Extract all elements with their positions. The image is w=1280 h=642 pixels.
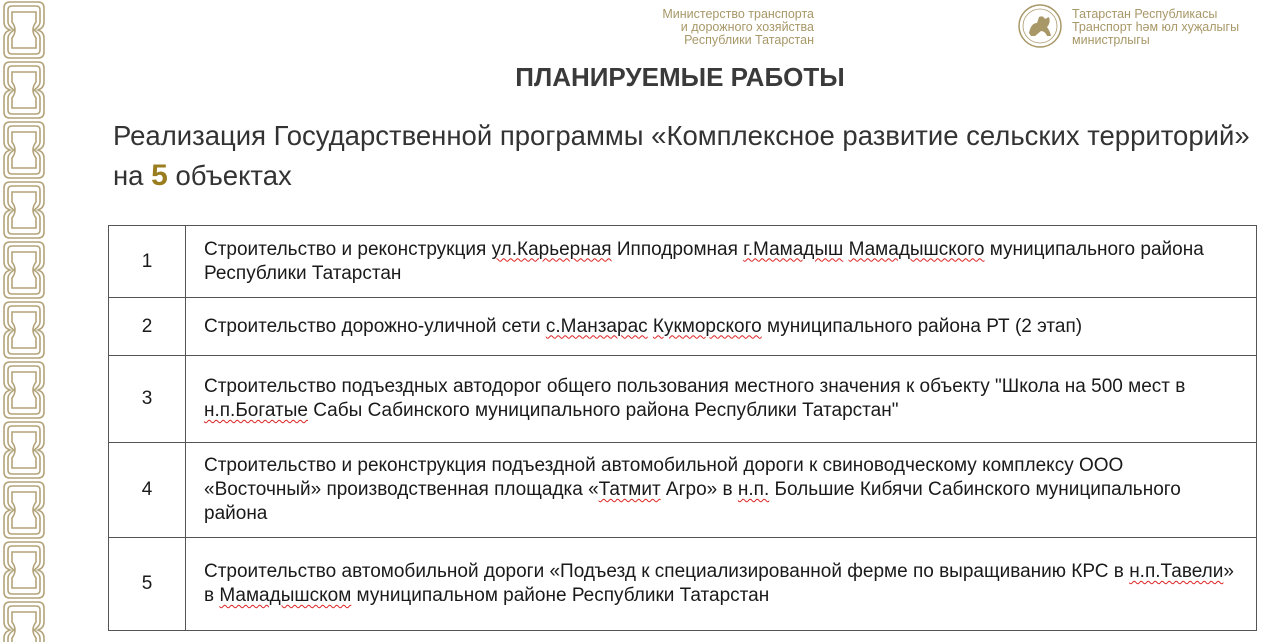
spellcheck-word: Татмит [598,479,661,500]
text-segment: муниципального района РТ (2 этап) [761,315,1083,337]
spellcheck-word: г.Мамадыш [743,238,844,260]
ministry-tt-line: Татарстан Республикасы [1072,7,1218,21]
ministry-tt-line: Транспорт һәм юл хуҗалыгы [1072,20,1240,34]
ministry-ru-line: Республики Татарстан [684,33,814,47]
spellcheck-word: н.п. [737,479,770,500]
text-segment: муниципального района Республики Татарстан [204,238,1204,284]
ministry-tt-line: министрлыгы [1072,33,1150,47]
text-segment: Сабы Сабинского муниципального района Республики Татарстан" [307,400,899,421]
table-row [109,356,1257,443]
page-title: ПЛАНИРУЕМЫЕ РАБОТЫ [515,62,845,92]
spellcheck-word: н.п.Тавели [1129,561,1224,582]
text-segment: Агро» в [660,479,738,500]
spellcheck-word: Кукморского [652,315,762,337]
ministry-ru-line: Министерство транспорта [662,7,814,21]
row-description [186,356,1257,443]
ministry-name-ru [594,8,814,47]
text-segment: Строительство подъездных автодорог общего пользования местного значения к объекту "Школа на 500 мест в [204,376,1186,397]
ministry-ru-line: и дорожного хозяйства [680,20,814,34]
row-description [186,226,1257,298]
works-table [108,225,1257,631]
spellcheck-word: ул.Карьерная [491,238,612,260]
row-number: 5 [109,538,186,631]
coat-of-arms-logo [1017,3,1063,49]
object-count: 5 [151,159,168,192]
table-row [109,538,1257,631]
text-segment: Строительство дорожно-уличной сети [204,315,546,337]
row-description [186,298,1257,356]
text-segment: » в [204,561,1234,606]
row-number: 3 [109,356,186,443]
ornamental-border [0,0,48,642]
text-segment: муниципальном районе Республики Татарстан [351,585,770,606]
row-number: 4 [109,443,186,538]
row-number: 2 [109,298,186,356]
ministry-name-tt [1072,8,1277,47]
table-row [109,298,1257,356]
row-number: 1 [109,226,186,298]
spellcheck-word: Мамадышском [219,585,352,606]
text-segment: Строительство и реконструкция [204,238,492,260]
row-description [186,443,1257,538]
table-row [109,226,1257,298]
text-segment: Ипподромная [611,238,744,260]
table-row [109,443,1257,538]
text-segment: Строительство автомобильной дороги «Подъезд к специализированной ферме по выращиванию КРС в [204,561,1130,582]
subtitle-text: Реализация Государственной программы «Комплексное развитие сельских территорий» на [113,120,1250,191]
text-segment: Строительство и реконструкция подъездной автомобильной дороги к свиноводческому комплексу ООО «Восточный» производственная площадка « [204,455,1124,500]
subtitle [113,116,1263,196]
text-segment: Большие Кибячи Сабинского муниципального района [204,479,1181,524]
subtitle-text-end: объектах [167,160,292,191]
spellcheck-word: Мамадышского [848,238,985,260]
spellcheck-word: с.Манзарас [545,315,648,337]
row-description [186,538,1257,631]
spellcheck-word: н.п.Богатые [204,400,308,421]
